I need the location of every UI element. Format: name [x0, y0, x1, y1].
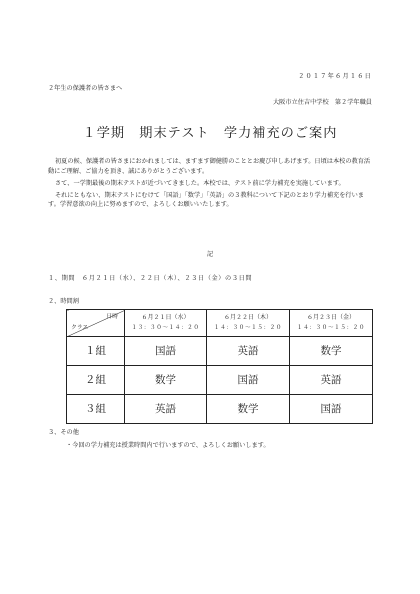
- header-time: １４：３０～１５：２０: [213, 325, 283, 332]
- corner-date-label: 日時: [106, 314, 118, 320]
- item-schedule-heading: ２、時間割: [48, 298, 79, 305]
- header-date: ６月２３日（金）: [306, 314, 355, 322]
- body-text: [48, 157, 372, 213]
- subject-cell: 英語: [125, 395, 207, 424]
- paragraph-greeting: 初夏の候、保護者の皆さまにおかれましては、ますます御健勝のこととお慶び申しあげます。日頃は本校の教育活動にご理解、ご協力を頂き、誠にありがとうございます。: [48, 158, 371, 175]
- document-date: ２０１７年６月１６日: [298, 73, 372, 80]
- class-cell: ３組: [67, 395, 125, 424]
- addressee: ２年生の保護者の皆さまへ: [48, 85, 123, 92]
- subject-cell: 国語: [125, 337, 207, 366]
- item-other-heading: ３、その他: [48, 429, 79, 436]
- table-row: [67, 366, 373, 395]
- ki-marker: 記: [206, 251, 214, 258]
- subject-cell: 英語: [207, 337, 290, 366]
- class-cell: １組: [67, 337, 125, 366]
- header-day-3: [290, 310, 373, 337]
- schedule-table: [66, 309, 373, 424]
- table-row: [67, 395, 373, 424]
- header-day-1: [125, 310, 207, 337]
- subject-cell: 数学: [290, 337, 373, 366]
- item-period: １、期間 ６月２１日（水）、２２日（木）、２３日（金）の３日間: [48, 275, 253, 282]
- subject-cell: 英語: [290, 366, 373, 395]
- subject-cell: 数学: [207, 395, 290, 424]
- header-time: １４：３０～１５：２０: [296, 325, 366, 332]
- header-date: ６月２１日（水）: [141, 314, 190, 322]
- subject-cell: 国語: [207, 366, 290, 395]
- subject-cell: 国語: [290, 395, 373, 424]
- class-cell: ２組: [67, 366, 125, 395]
- header-day-2: [207, 310, 290, 337]
- table-header-row: [67, 310, 373, 337]
- sender: 大阪市立住吉中学校 第２学年職員: [273, 99, 372, 106]
- paragraph-details: それにともない、期末テストにむけて「国語」「数学」「英語」の３教科について下記のとおり学力補充を行います。学習意欲の向上に努めますので、よろしくお願いいたします。: [48, 191, 364, 209]
- header-time: １３：３０～１４：２０: [131, 325, 200, 332]
- header-date: ６月２２日（木）: [223, 314, 272, 322]
- paragraph-intro: さて、一学期最後の期末テストが近づいてきました。本校では、テスト前に学力補充を実施しています。: [55, 179, 345, 187]
- page-title: １学期 期末テスト 学力補充のご案内: [82, 126, 338, 141]
- corner-class-label: クラス: [71, 325, 89, 332]
- item-other-note: ・今回の学力補充は授業時間内で行いますので、よろしくお願いします。: [66, 442, 270, 449]
- table-row: [67, 337, 373, 366]
- table-corner-cell: [67, 310, 125, 337]
- subject-cell: 数学: [125, 366, 207, 395]
